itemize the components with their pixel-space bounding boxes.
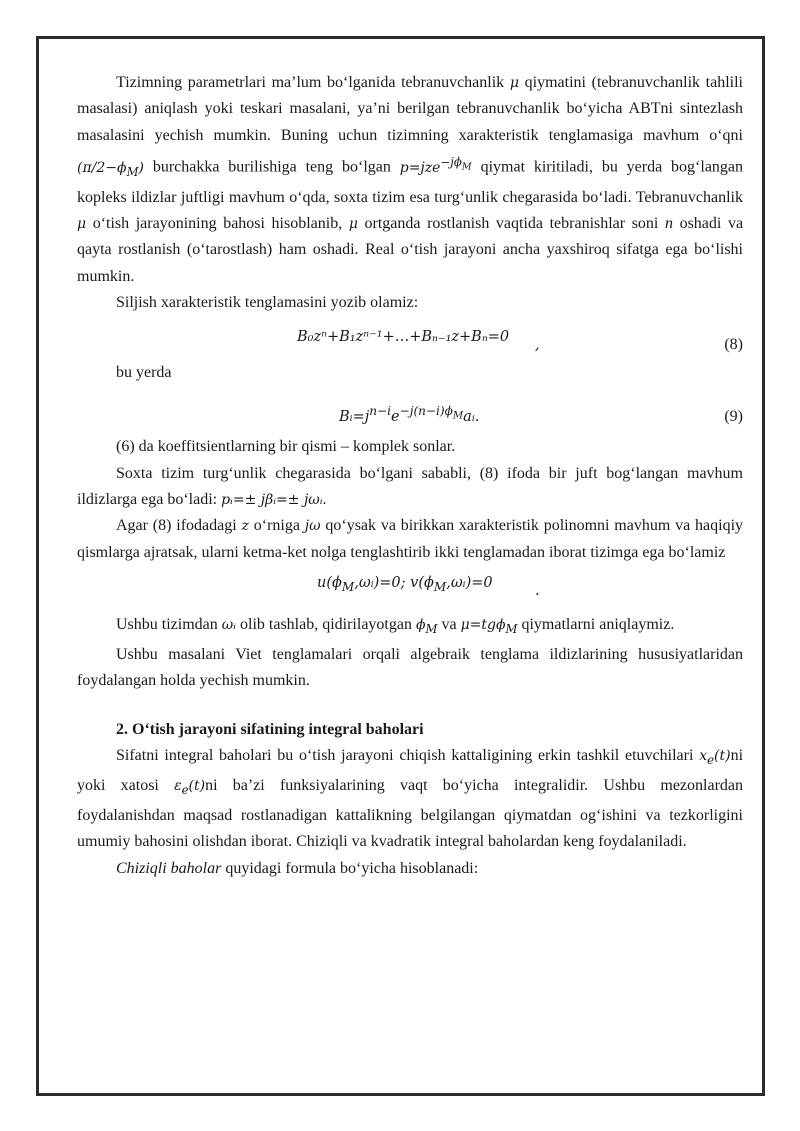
equation-system: $u(\phi_M,\omega ᵢ)=0$; $v(\phi_M,\omega ᵢ)=0$ . [317,574,540,599]
equation-9: $Bᵢ=j^{n-i}e^{-j(n-i)\phi_M}aᵢ$. (9) [77,386,743,434]
document-body [77,70,743,882]
paragraph-shift-equation-intro: Siljish xarakteristik tenglamasini yozib olamiz: [116,293,419,311]
paragraph-complex-coeffs: (6) da koeffitsientlarning bir qismi – komplek sonlar. [116,438,456,456]
equation-number-9: (9) [724,408,743,426]
equation-number-8: (8) [724,336,743,354]
paragraph-oscillation: Tizimning parametrlari ma’lum bo‘lganida tebranuvchanlik μ qiymatini (tebranuvchanlik tahlili masalasi) aniqlash yoki teskari masalani, ya’ni berilgan tebranuvchanlik bo‘yicha ABTni sintezlash masalasini yechish mumkin. Buning uchun tizimning xarakteristik tenglamasiga mavhum o‘qni $(\pi/2-\phi_M)$ burchakka burilishiga teng bo‘lgan p=jze$^{-j\phi_M}$ qiymat kiritiladi, bu yerda bog‘langan kopleks ildizlar juftligi mavhum o‘qda, soxta tizim esa turg‘unlik chegarasida bo‘ladi. Tebranuvchanlik μ o‘tish jarayonining bahosi hisoblanib, μ ortganda rostlanish vaqtida tebranishlar soni n oshadi va qayta rostlanish (o‘tarostlash) ham oshadi. Real o‘tish jarayoni ancha yaxshiroq sifatga ega bo‘lishi mumkin. [77,74,744,285]
section-heading: 2. O‘tish jarayoni sifatining integral baholari [116,720,424,738]
equation-8: B₀zⁿ+B₁zⁿ⁻¹+…+Bₙ₋₁z+Bₙ=0 , (8) [77,316,743,360]
paragraph-integral-estimates: Sifatni integral baholari bu o‘tish jarayoni chiqish kattaligining erkin tashkil etuvchilari $x_e(t)ni$ yoki xatosi $\varepsilon_e(t)ni$ ba’zi funksiyalarining vaqt bo‘yicha integralidir. Ushbu mezonlardan foydalanishdan maqsad rostlanadigan kattalikning belgilangan qiymatdan og‘ishini va tezkorligini umumiy bahosini olishdan iborat. Chiziqli va kvadratik integral baholardan keng foydalaniladi. [77,746,744,851]
paragraph-eliminate: Ushbu tizimdan ωᵢ olib tashlab, qidirilayotgan $\phi_M$ va μ=tgϕ$_M$ qiymatlarni aniqlaymiz. [116,615,675,636]
paragraph-substitution: Agar (8) ifodadagi z o‘rniga jω qo‘ysak va birikkan xarakteristik polinomni mavhum va haqiqiy qismlarga ajratsak, ularni ketma-ket nolga tenglashtirib ikki tenglamadan iborat tizimga ega bo‘lamiz [77,517,744,561]
paragraph-where: bu yerda [116,364,172,382]
paragraph-imaginary-roots: Soxta tizim turg‘unlik chegarasida bo‘lgani sababli, (8) ifoda bir juft bog‘langan mavhum ildizlarga ega bo‘ladi: pᵢ=± jβᵢ=± jωᵢ. [77,464,743,509]
paragraph-viet: Ushbu masalani Viet tenglamalari orqali algebraik tenglama ildizlarining hususiyatlaridan foydalangan holda yechish mumkin. [77,646,743,690]
paragraph-linear-estimates: Chiziqli baholar quyidagi formula bo‘yicha hisoblanadi: [116,859,479,877]
